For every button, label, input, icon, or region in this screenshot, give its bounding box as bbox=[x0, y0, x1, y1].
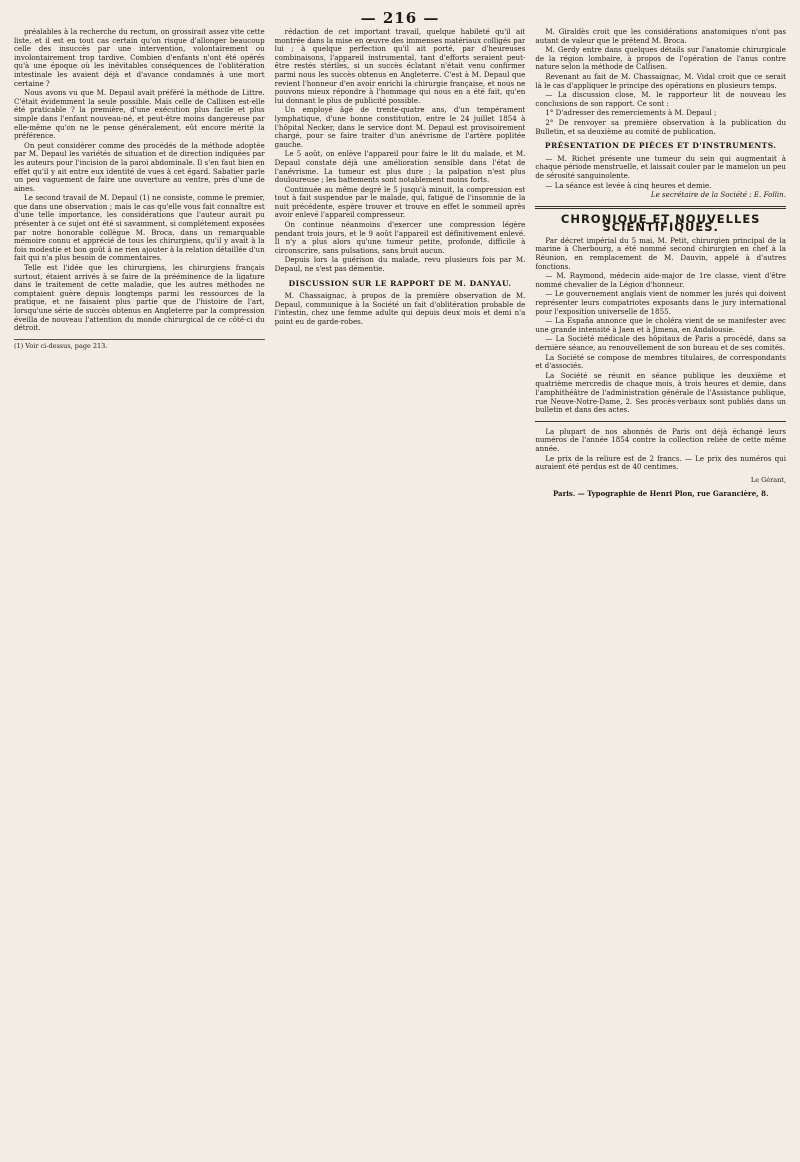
chronicle-title: CHRONIQUE ET NOUVELLES SCIENTIFIQUES. bbox=[560, 211, 761, 235]
chronicle-paragraph: — La España annonce que le choléra vient de se manifester avec une grande intensité à Jaen et à Jimena, en Andalousie. bbox=[535, 316, 786, 334]
secretary-signature: Le secrétaire de la Société : E. Follin. bbox=[650, 190, 786, 200]
paragraph: — M. Richet présente une tumeur du sein qui augmentait à chaque période menstruelle, et laissait couler par le mamelon un peu de sérosité sanguinolente. bbox=[535, 153, 786, 180]
paragraph: M. Gerdy entre dans quelques détails sur l'anatomie chirurgicale de la région lombaire, à propos de l'opération de l'anus contre nature selon la méthode de Callisen. bbox=[535, 45, 786, 72]
conclusion-item: 2° De renvoyer sa première observation à la publication du Bulletin, et sa deuxième au comité de publication. bbox=[535, 117, 786, 136]
printer-line: Paris. — Typographie de Henri Plon, rue Garancière, 8. bbox=[552, 489, 769, 499]
chronicle-paragraph: — M. Raymond, médecin aide-major de 1re classe, vient d'être nommé chevalier de la Légion d'honneur. bbox=[535, 271, 786, 289]
paragraph: rédaction de cet important travail, quelque habileté qu'il ait montrée dans la mise en œuvre des immenses matériaux colligés par lui ; à quelque perfection qu'il ait porté, par d'heureuses combinaisons, l'appareil instrumental, tant d'efforts seraient peut-être restés stériles, si un succès éclatant n'était venu confirmer parmi nous les succès obtenus en Angleterre. C'est à M. Depaul que revient l'honneur d'en avoir enrichi la chirurgie française, et nous ne pouvons mieux répondre à l'hommage qui nous en a été fait, qu'en lui donnant le plus de publicité possible. bbox=[274, 28, 526, 105]
footnote: (1) Voir ci-dessus, page 213. bbox=[14, 339, 265, 351]
discussion-heading: DISCUSSION SUR LE RAPPORT DE M. DANYAU. bbox=[288, 278, 512, 288]
notice-paragraph: Le prix de la reliure est de 2 francs. — Le prix des numéros qui auraient été perdus est de 40 centimes. bbox=[535, 453, 786, 472]
right-column bbox=[535, 28, 786, 1152]
page-number: — 216 — bbox=[360, 9, 440, 27]
paragraph: On peut considérer comme des procédés de la méthode adoptée par M. Depaul les variétés de situation et de direction indiquées par les auteurs pour l'incision de la paroi abdominale. Il s'en faut bien en effet qu'il y ait entre eux identité de vues à cet égard. Sabatier parle un peu vaguement de faire une ouverture au ventre, près d'une de aines. bbox=[14, 140, 265, 193]
text-columns bbox=[14, 28, 786, 1152]
middle-column bbox=[275, 28, 526, 1152]
paragraph: Continuée au même degré le 5 jusqu'à minuit, la compression est tout à fait suspendue par le malade, qui, fatigué de l'insomnie de la nuit précédente, espère trouver et trouve en effet le sommeil après avoir enlevé l'appareil compresseur. bbox=[274, 184, 526, 220]
paragraph: Le 5 août, on enlève l'appareil pour faire le lit du malade, et M. Depaul constate déjà une amélioration sensible dans l'état de l'anévrisme. La tumeur est plus dure ; la palpation n'est plus douloureuse ; les battements sont notablement moins forts. bbox=[274, 149, 526, 185]
paragraph: M. Chassaignac, à propos de la première observation de M. Depaul, communique à la Société un fait d'oblitération probable de l'intestin, chez une femme adulte qui depuis deux mois et demi n'a point eu de garde-robes. bbox=[274, 291, 526, 326]
paragraph: Nous avons vu que M. Depaul avait préféré la méthode de Littre. C'était évidemment la seule possible. Mais celle de Callisen est-elle été praticable ? la première, d'une exécution plus facile et plus simple dans l'enfant nouveau-né, et peut-être moins dangereuse par elle-même qu'on ne le pense généralement, eût encore mérité la préférence. bbox=[14, 88, 265, 141]
paragraph: Telle est l'idée que les chirurgiens, les chirurgiens français surtout, étaient arrivés à se faire de la prééminence de la ligature dans le traitement de cette maladie, que les autres méthodes ne comptaient guère depuis longtemps parmi les ressources de la pratique, et ne faisaient plus partie que de l'histoire de l'art, lorsqu'une série de succès obtenus en Angleterre par la compression éveilla de nouveau l'attention du monde chirurgical de ce côté-ci du détroit. bbox=[14, 263, 265, 333]
gerant-line: Le Gérant, bbox=[750, 475, 786, 484]
paragraph: M. Giraldès croit que les considérations anatomiques n'ont pas autant de valeur que le prétend M. Broca. bbox=[535, 28, 786, 45]
chronicle-paragraph: La Société se compose de membres titulaires, de correspondants et d'associés. bbox=[535, 352, 786, 371]
chronicle-paragraph: Par décret impérial du 5 mai, M. Petit, chirurgien principal de la marine à Cherbourg, a été nommé second chirurgien en chef à la Réunion, en remplacement de M. Dauvin, appelé à d'autres fonctions. bbox=[535, 235, 786, 271]
conclusion-item: 1° D'adresser des remerciements à M. Depaul ; bbox=[545, 108, 717, 118]
paragraph: — La séance est levée à cinq heures et demie. bbox=[545, 180, 712, 190]
left-column bbox=[14, 28, 265, 1152]
section-divider bbox=[535, 206, 786, 209]
notice-paragraph: La plupart de nos abonnés de Paris ont déjà échangé leurs numéros de l'année 1854 contre la collection reliée de cette même année. bbox=[535, 426, 786, 453]
chronicle-paragraph: La Société se réunit en séance publique les deuxième et quatrième mercredis de chaque mois, à trois heures et demie, dans l'amphithéâtre de l'administration générale de l'Assistance publique, rue Neuve-Notre-Dame, 2. Ses procès-verbaux sont publiés dans un bulletin et dans des actes. bbox=[535, 370, 786, 415]
chronicle-paragraph: — Le gouvernement anglais vient de nommer les jurés qui doivent représenter leurs compatriotes exposants dans le jury international pour l'exposition universelle de 1855. bbox=[535, 289, 786, 316]
paragraph: — La discussion close, M. le rapporteur lit de nouveau les conclusions de son rapport. Ce sont : bbox=[535, 90, 786, 108]
presentation-heading: PRÉSENTATION DE PIÈCES ET D'INSTRUMENTS. bbox=[544, 141, 777, 151]
notice-divider bbox=[535, 421, 786, 422]
paragraph: préalables à la recherche du rectum, on grossirait assez vite cette liste, et il est en tout cas certain qu'on risque d'allonger beaucoup celle des insuccès par une intervention, volontairement ou involontairement trop tardive. Combien d'enfants n'ont été opérés qu'à une époque où les inévitables conséquences de l'oblitération intestinale les avaient déjà et d'avance condamnés à une mort certaine ? bbox=[14, 28, 265, 88]
paragraph: Revenant au fait de M. Chassaignac, M. Vidal croit que ce serait là le cas d'appliquer le principe des opérations en plusieurs temps. bbox=[535, 71, 786, 90]
paragraph: On continue néanmoins d'exercer une compression légère pendant trois jours, et le 9 août l'appareil est définitivement enlevé. Il n'y a plus alors qu'une tumeur petite, profonde, difficile à circonscrire, sans pulsations, sans bruit aucun. bbox=[274, 220, 526, 255]
paragraph: Depuis lors la guérison du malade, revu plusieurs fois par M. Depaul, ne s'est pas démentie. bbox=[274, 255, 526, 274]
chronicle-paragraph: — La Société médicale des hôpitaux de Paris a procédé, dans sa dernière séance, au renouvellement de son bureau et de ses comités. bbox=[535, 334, 786, 352]
paragraph: Le second travail de M. Depaul (1) ne consiste, comme le premier, que dans une observation ; mais le cas qu'elle vous fait connaître est d'une telle importance, les considérations que l'auteur aurait pu présenter à ce sujet ont été si savamment, si complétement exposées par notre honorable collègue M. Broca, dans un remarquable mémoire connu et apprécié de tous les chirurgiens, qu'il y avait à la fois modestie et bon goût à ne rien ajouter à la relation détaillée d'un fait qui n'a plus besoin de commentaires. bbox=[14, 193, 265, 263]
paragraph: Un employé âgé de trente-quatre ans, d'un tempérament lymphatique, d'une bonne constitution, entre le 24 juillet 1854 à l'hôpital Necker, dans le service dont M. Depaul est provisoirement chargé, pour se faire traiter d'un anévrisme de l'artère poplitée gauche. bbox=[274, 105, 526, 149]
